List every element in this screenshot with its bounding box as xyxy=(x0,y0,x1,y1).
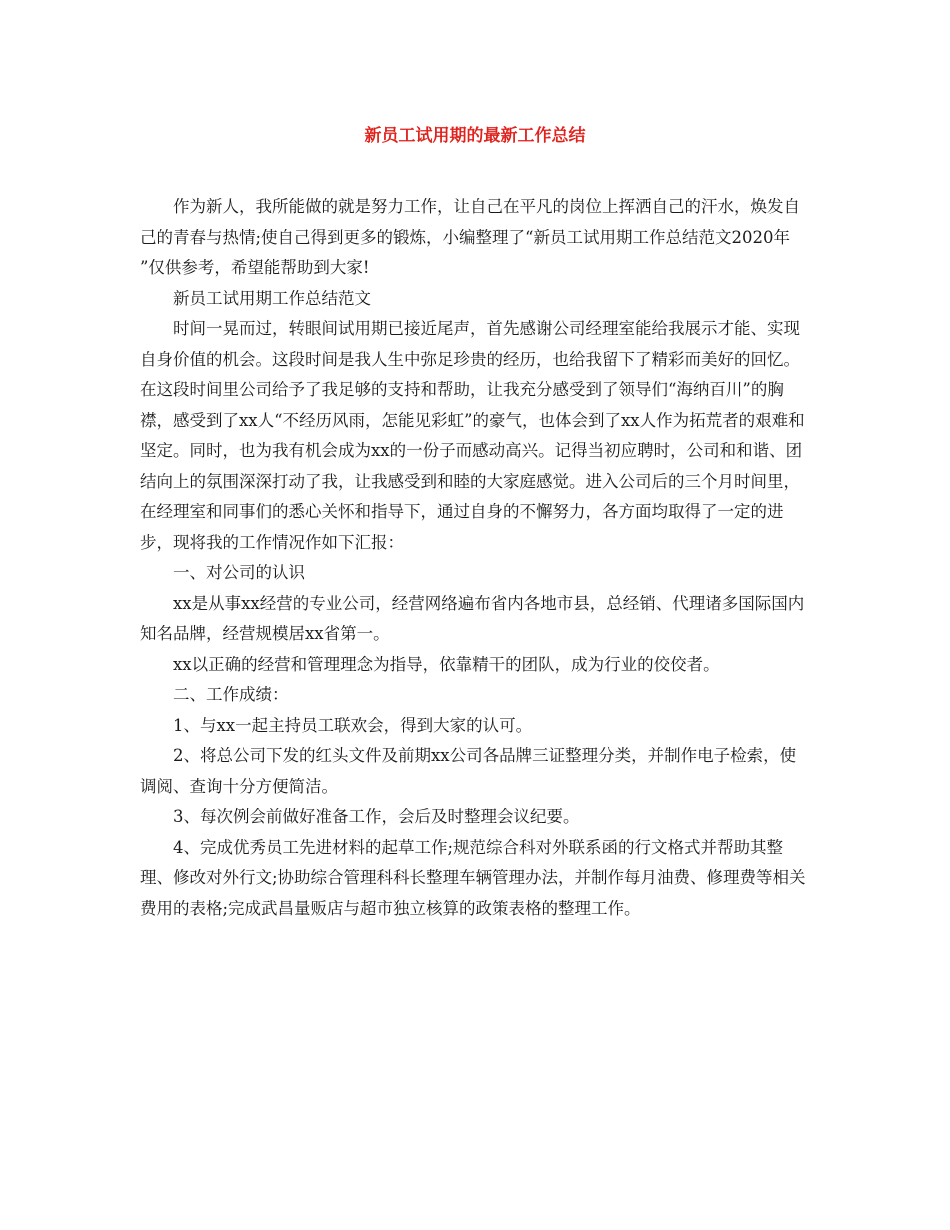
paragraph-main: 时间一晃而过，转眼间试用期已接近尾声，首先感谢公司经理室能给我展示才能、实现自身价值的机会。这段时间是我人生中弥足珍贵的经历，也给我留下了精彩而美好的回忆。在这段时间里公司给予了我足够的支持和帮助，让我充分感受到了领导们“海纳百川”的胸襟，感受到了xx人“不经历风雨，怎能见彩虹”的豪气，也体会到了xx人作为拓荒者的艰难和坚定。同时，也为我有机会成为xx的一份子而感动高兴。记得当初应聘时，公司和和谐、团结向上的氛围深深打动了我，让我感受到和睦的大家庭感觉。进入公司后的三个月时间里，在经理室和同事们的悉心关怀和指导下，通过自身的不懈努力，各方面均取得了一定的进步，现将我的工作情况作如下汇报： xyxy=(140,319,805,552)
document-body xyxy=(140,192,810,924)
paragraph-company-1: xx是从事xx经营的专业公司，经营网络遍布省内各地市县，总经销、代理诸多国际国内知名品牌，经营规模居xx省第一。 xyxy=(140,593,805,643)
paragraph-subtitle: 新员工试用期工作总结范文 xyxy=(173,288,371,308)
document-title: 新员工试用期的最新工作总结 xyxy=(364,126,586,146)
list-item-1: 1、与xx一起主持员工联欢会，得到大家的认可。 xyxy=(173,715,533,735)
list-item-3: 3、每次例会前做好准备工作，会后及时整理会议纪要。 xyxy=(173,807,580,826)
section-heading-achievements: 二、工作成绩： xyxy=(173,685,289,704)
list-item-4: 4、完成优秀员工先进材料的起草工作;规范综合科对外联系函的行文格式并帮助其整理、修改对外行文;协助综合管理科科长整理车辆管理办法，并制作每月油费、修理费等相关费用的表格;完成武昌量贩店与超市独立核算的政策表格的整理工作。 xyxy=(140,837,806,918)
paragraph-company-2: xx以正确的经营和管理理念为指导，依靠精干的团队，成为行业的佼佼者。 xyxy=(173,654,720,674)
paragraph-intro: 作为新人，我所能做的就是努力工作，让自己在平凡的岗位上挥洒自己的汗水，焕发自己的青春与热情;使自己得到更多的锻炼，小编整理了“新员工试用期工作总结范文2020年 ”仅供参考，希望能帮助到大家! xyxy=(140,197,800,277)
section-heading-company: 一、对公司的认识 xyxy=(173,563,305,582)
list-item-2: 2、将总公司下发的红头文件及前期xx公司各品牌三证整理分类，并制作电子检索，使调阅、查询十分方便简洁。 xyxy=(140,746,797,796)
